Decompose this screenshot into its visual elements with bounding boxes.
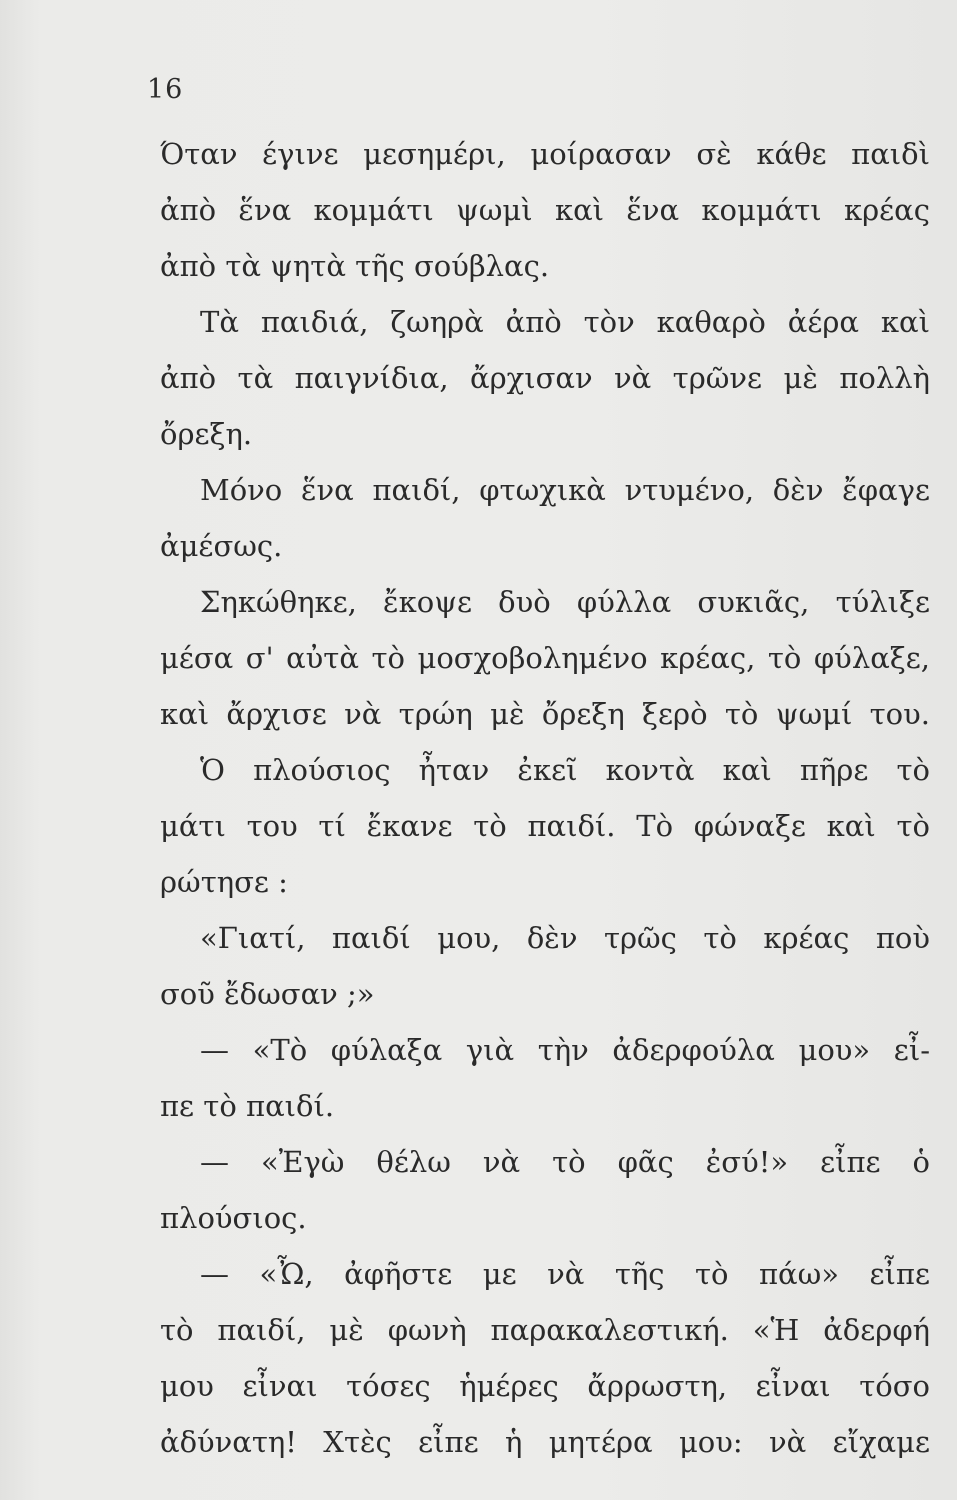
text-line: Σηκώθηκε, ἔκοψε δυὸ φύλλα συκιᾶς, τύλιξε — [200, 585, 930, 619]
text-line: μάτι του τί ἔκανε τὸ παιδί. Τὸ φώναξε καὶ τὸ — [160, 809, 930, 843]
text-line: «Γιατί, παιδί μου, δὲν τρῶς τὸ κρέας ποὺ — [200, 921, 930, 955]
text-line: — «Ὦ, ἀφῆστε με νὰ τῆς τὸ πάω» εἶπε — [200, 1257, 930, 1291]
text-line: σοῦ ἔδωσαν ;» — [160, 977, 375, 1011]
text-line: ἀπὸ τὰ παιγνίδια, ἄρχισαν νὰ τρῶνε μὲ πολλὴ — [160, 361, 930, 395]
text-line: πλούσιος. — [160, 1201, 307, 1235]
text-line: μου εἶναι τόσες ἡμέρες ἄρρωστη, εἶναι τόσο — [160, 1369, 930, 1403]
text-line: μέσα σ' αὐτὰ τὸ μοσχοβολημένο κρέας, τὸ φύλαξε, — [160, 641, 930, 675]
text-line: ὄρεξη. — [160, 417, 253, 451]
text-line: ἀδύνατη! Χτὲς εἶπε ἡ μητέρα μου: νὰ εἴχαμε — [160, 1425, 930, 1459]
text-line: Όταν έγινε μεσημέρι, μοίρασαν σὲ κάθε παιδὶ — [160, 137, 930, 171]
text-line: ρώτησε : — [160, 865, 288, 899]
page-text — [160, 126, 930, 1470]
text-line: τὸ παιδί, μὲ φωνὴ παρακαλεστική. «Ἡ ἀδερφή — [160, 1313, 930, 1347]
text-line: — «Ἐγὼ θέλω νὰ τὸ φᾶς ἐσύ!» εἶπε ὁ — [200, 1145, 930, 1179]
text-line: ἀμέσως. — [160, 529, 283, 563]
text-line: ἀπὸ ἕνα κομμάτι ψωμὶ καὶ ἕνα κομμάτι κρέας — [160, 193, 930, 227]
text-line: πε τὸ παιδί. — [160, 1089, 335, 1123]
text-line: καὶ ἄρχισε νὰ τρώη μὲ ὄρεξη ξερὸ τὸ ψωμί του. — [160, 697, 930, 731]
text-line: Τὰ παιδιά, ζωηρὰ ἀπὸ τὸν καθαρὸ ἀέρα καὶ — [200, 305, 930, 339]
page-number: 16 — [147, 74, 184, 105]
text-line: ἀπὸ τὰ ψητὰ τῆς σούβλας. — [160, 249, 550, 283]
text-line: — «Τὸ φύλαξα γιὰ τὴν ἀδερφούλα μου» εἶ- — [200, 1033, 930, 1067]
text-line: Ὁ πλούσιος ἦταν ἐκεῖ κοντὰ καὶ πῆρε τὸ — [200, 753, 930, 787]
text-line: Μόνο ἕνα παιδί, φτωχικὰ ντυμένο, δὲν ἔφαγε — [200, 473, 930, 507]
